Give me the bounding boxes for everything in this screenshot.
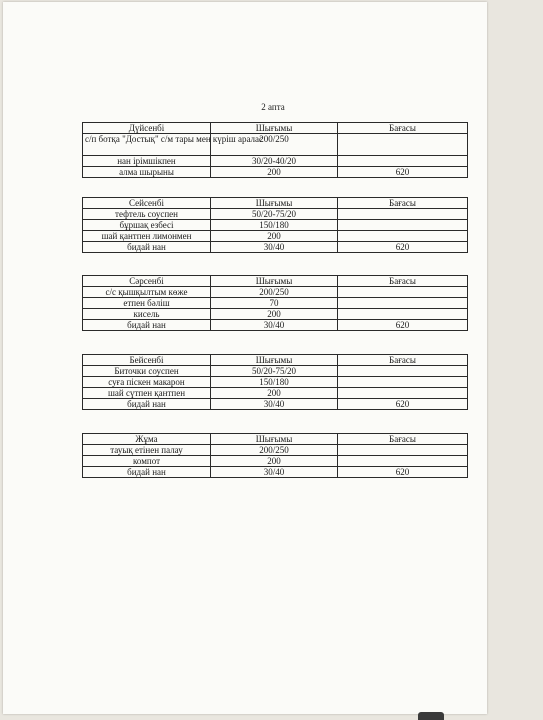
price-header: Бағасы	[338, 123, 468, 134]
dish-name: с/п ботқа "Достық" с/м тары мен күріш аралас	[83, 134, 211, 156]
dish-price	[338, 287, 468, 298]
portion-header: Шығымы	[211, 123, 338, 134]
menu-table-wednesday	[82, 275, 468, 331]
dish-price	[338, 209, 468, 220]
table-row	[83, 287, 468, 298]
price-header: Бағасы	[338, 355, 468, 366]
dish-portion: 200/250	[211, 134, 338, 156]
dish-portion: 30/40	[211, 399, 338, 410]
table-row	[83, 320, 468, 331]
dish-name: етпен бәліш	[83, 298, 211, 309]
dish-portion: 200/250	[211, 287, 338, 298]
dish-portion: 30/40	[211, 320, 338, 331]
dish-price	[338, 220, 468, 231]
table-header-row	[83, 434, 468, 445]
dish-name: шай сүтпен қантпен	[83, 388, 211, 399]
document-page	[3, 2, 487, 714]
day-header: Дүйсенбі	[83, 123, 211, 134]
dish-name: бұршақ езбесі	[83, 220, 211, 231]
dish-portion: 30/40	[211, 467, 338, 478]
dish-name: шай қантпен лимонмен	[83, 231, 211, 242]
day-header: Жұма	[83, 434, 211, 445]
dish-price	[338, 377, 468, 388]
dish-price: 620	[338, 320, 468, 331]
portion-header: Шығымы	[211, 276, 338, 287]
table-row	[83, 467, 468, 478]
table-row	[83, 231, 468, 242]
dish-portion: 200/250	[211, 445, 338, 456]
dish-name: нан ірімшікпен	[83, 156, 211, 167]
dish-name: Биточки соуспен	[83, 366, 211, 377]
dish-name: алма шырыны	[83, 167, 211, 178]
dish-portion: 150/180	[211, 220, 338, 231]
dish-price	[338, 309, 468, 320]
menu-table-friday	[82, 433, 468, 478]
table-row	[83, 134, 468, 156]
day-header: Сәрсенбі	[83, 276, 211, 287]
table-header-row	[83, 198, 468, 209]
day-header: Бейсенбі	[83, 355, 211, 366]
dish-name: компот	[83, 456, 211, 467]
table-header-row	[83, 276, 468, 287]
dish-price	[338, 298, 468, 309]
table-row	[83, 167, 468, 178]
table-row	[83, 220, 468, 231]
table-row	[83, 242, 468, 253]
dish-portion: 200	[211, 309, 338, 320]
price-header: Бағасы	[338, 276, 468, 287]
dish-name: тефтель соуспен	[83, 209, 211, 220]
price-header: Бағасы	[338, 434, 468, 445]
dish-price	[338, 456, 468, 467]
dish-price	[338, 231, 468, 242]
dish-price: 620	[338, 167, 468, 178]
dish-price	[338, 445, 468, 456]
dish-portion: 30/20-40/20	[211, 156, 338, 167]
dish-portion: 200	[211, 456, 338, 467]
menu-table-tuesday	[82, 197, 468, 253]
dish-portion: 70	[211, 298, 338, 309]
table-row	[83, 445, 468, 456]
table-row	[83, 309, 468, 320]
dish-price: 620	[338, 399, 468, 410]
dish-name: суға піскен макарон	[83, 377, 211, 388]
dish-portion: 150/180	[211, 377, 338, 388]
day-header: Сейсенбі	[83, 198, 211, 209]
dish-name: с/с қышқылтым көже	[83, 287, 211, 298]
price-header: Бағасы	[338, 198, 468, 209]
portion-header: Шығымы	[211, 198, 338, 209]
table-row	[83, 298, 468, 309]
table-row	[83, 456, 468, 467]
table-row	[83, 388, 468, 399]
dish-price	[338, 366, 468, 377]
dish-name: бидай нан	[83, 320, 211, 331]
portion-header: Шығымы	[211, 355, 338, 366]
dish-price: 620	[338, 467, 468, 478]
dish-portion: 30/40	[211, 242, 338, 253]
dish-portion: 200	[211, 167, 338, 178]
dish-portion: 200	[211, 231, 338, 242]
dish-portion: 50/20-75/20	[211, 209, 338, 220]
table-row	[83, 366, 468, 377]
dish-name: бидай нан	[83, 467, 211, 478]
dish-name: бидай нан	[83, 399, 211, 410]
table-row	[83, 377, 468, 388]
portion-header: Шығымы	[211, 434, 338, 445]
table-header-row	[83, 123, 468, 134]
dish-price	[338, 388, 468, 399]
table-header-row	[83, 355, 468, 366]
table-row	[83, 399, 468, 410]
dish-portion: 200	[211, 388, 338, 399]
dish-price	[338, 156, 468, 167]
dish-name: кисель	[83, 309, 211, 320]
menu-table-monday	[82, 122, 468, 178]
dish-name: бидай нан	[83, 242, 211, 253]
dish-name: тауық етінен палау	[83, 445, 211, 456]
dish-portion: 50/20-75/20	[211, 366, 338, 377]
menu-table-thursday	[82, 354, 468, 410]
table-row	[83, 209, 468, 220]
background-clip	[418, 712, 444, 720]
dish-price: 620	[338, 242, 468, 253]
table-row	[83, 156, 468, 167]
dish-price	[338, 134, 468, 156]
week-heading: 2 апта	[261, 102, 285, 112]
